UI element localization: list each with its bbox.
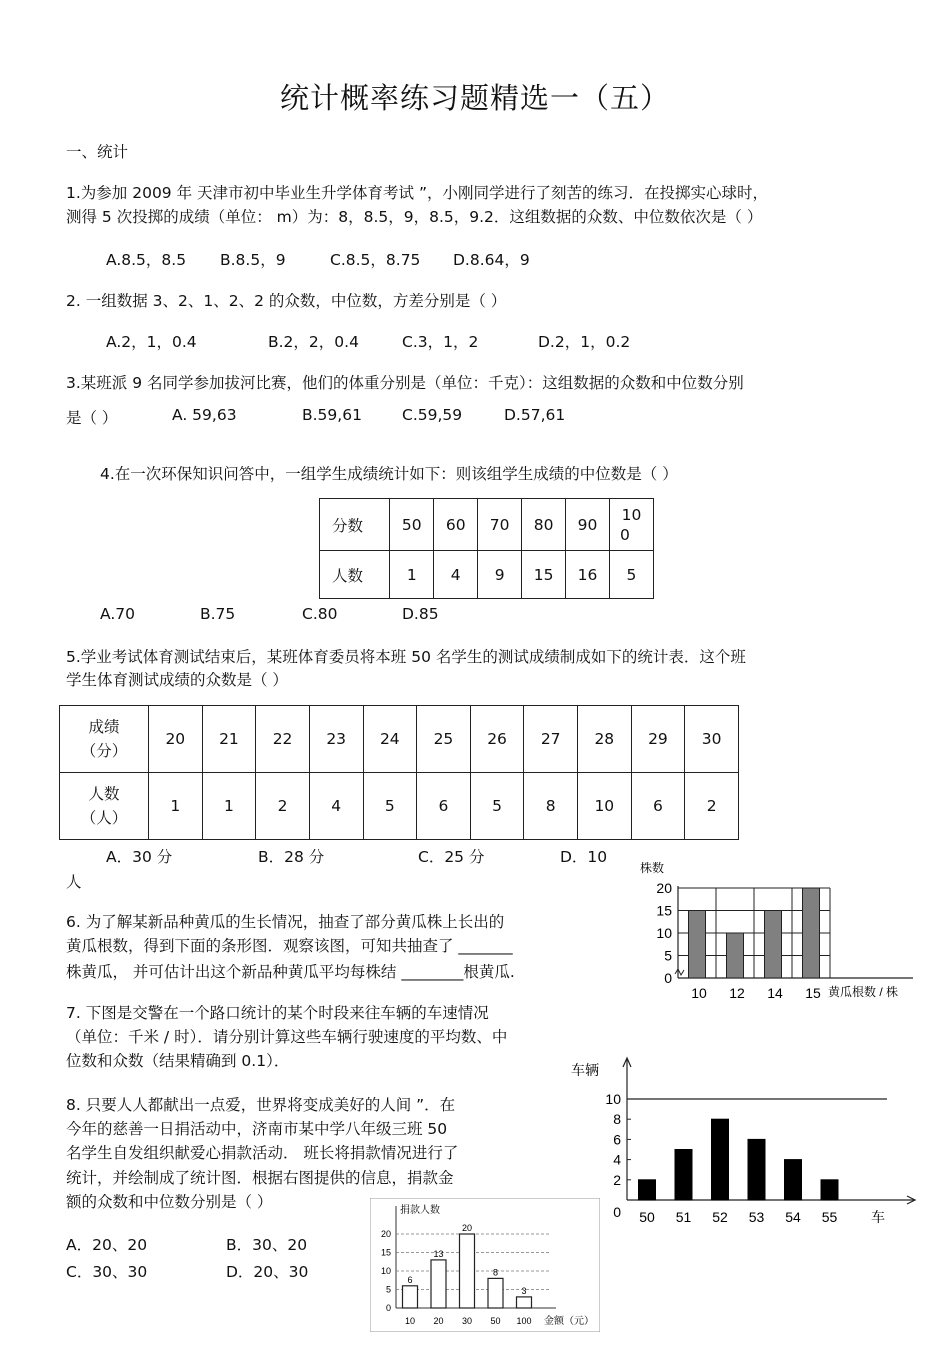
y-tick-label: 20 (656, 880, 672, 896)
x-tick-label: 14 (767, 985, 783, 1001)
q6-line2: 黄瓜根数，得到下面的条形图．观察该图，可知共抽查了 _______ (66, 937, 513, 955)
q5-count-cell: 6 (631, 773, 685, 840)
chart-frame (370, 1198, 600, 1332)
q5-header-count (60, 773, 149, 840)
q5-score-cell: 27 (524, 706, 578, 773)
q4-count-cell: 16 (566, 551, 610, 599)
q8-option-b: B．30、20 (226, 1236, 308, 1254)
q4-score-100-part1: 10 (621, 505, 642, 524)
bar (712, 1119, 729, 1200)
q5-score-cell: 28 (578, 706, 632, 773)
q5-count-cell: 1 (149, 773, 203, 840)
x-tick-label: 100 (516, 1316, 532, 1326)
q2-option-a: A.2，1，0.4 (106, 333, 197, 351)
q5-option-c: C．25 分 (418, 848, 485, 866)
bar (460, 1234, 475, 1308)
q5-score-cell: 20 (149, 706, 203, 773)
x-axis-title: 车 (871, 1209, 885, 1225)
q1-line1: 1.为参加 2009 年 天津市初中毕业生升学体育考试 ”，小刚同学进行了刻苦的练习．在投掷实心球时， (66, 184, 768, 202)
y-tick-label: 10 (380, 1266, 391, 1276)
q5-option-d: D．10 (560, 848, 608, 866)
q5-count-cell: 2 (685, 773, 739, 840)
bar (639, 1180, 656, 1200)
x-axis-title: 黄瓜根数 / 株 (828, 985, 899, 999)
q4-count-cell: 9 (478, 551, 522, 599)
x-tick-label: 50 (490, 1316, 501, 1326)
q4-score-cell-100 (609, 499, 653, 551)
y-tick-label: 4 (613, 1151, 621, 1168)
section-heading: 一、统计 (66, 143, 129, 161)
q2-option-c: C.3，1，2 (402, 333, 479, 351)
q4-option-c: C.80 (302, 605, 338, 623)
q5-header-count-label: 人数 (88, 785, 120, 803)
q4-count-cell: 1 (390, 551, 434, 599)
data-label: 8 (492, 1267, 499, 1278)
q4-score-cell: 50 (390, 499, 434, 551)
y-tick-label: 5 (385, 1284, 391, 1295)
x-tick-label: 12 (729, 985, 745, 1001)
q1-option-b: B.8.5，9 (220, 251, 286, 269)
bar (765, 911, 782, 979)
bar (517, 1297, 532, 1308)
data-label: 20 (461, 1223, 473, 1233)
q5-count-cell: 4 (309, 773, 363, 840)
q5-header-score (60, 706, 149, 773)
x-tick-label: 54 (785, 1209, 801, 1225)
q5-score-cell: 23 (309, 706, 363, 773)
y-tick-label: 2 (613, 1171, 621, 1188)
x-tick-label: 20 (433, 1316, 444, 1326)
q2-option-d: D.2，1，0.2 (538, 333, 631, 351)
x-tick-label: 55 (821, 1209, 838, 1225)
q4-count-cell: 15 (522, 551, 566, 599)
q1-option-a: A.8.5，8.5 (106, 251, 187, 269)
q4-count-cell: 5 (609, 551, 653, 599)
q8-line4: 统计，并绘制成了统计图．根据右图提供的信息，捐款金 (66, 1169, 454, 1187)
q4-score-table (319, 498, 654, 599)
q5-count-cell: 2 (256, 773, 310, 840)
q1-option-d: D.8.64，9 (453, 251, 530, 269)
q8-line1: 8. 只要人人都献出一点爱，世界将变成美好的人间 ”．在 (66, 1096, 456, 1114)
q5-score-cell: 24 (363, 706, 417, 773)
x-axis-title: 金额（元） (544, 1316, 594, 1327)
q3-option-c: C.59,59 (402, 406, 463, 424)
x-tick-label: 51 (675, 1209, 692, 1225)
q5-score-cell: 21 (202, 706, 256, 773)
axis-break-mark (675, 969, 684, 975)
q4-option-a: A.70 (100, 605, 135, 623)
q5-option-b: B．28 分 (258, 848, 325, 866)
y-tick-label: 0 (385, 1303, 391, 1313)
q2-text: 2. 一组数据 3、2、1、2、2 的众数，中位数，方差分别是（ ） (66, 292, 507, 310)
x-tick-label: 10 (691, 985, 707, 1001)
q5-score-cell: 29 (631, 706, 685, 773)
q7-line2: （单位：千米 / 时）．请分别计算这些车辆行驶速度的平均数、中 (66, 1028, 508, 1046)
q5-count-cell: 5 (470, 773, 524, 840)
q5-header-score-label: 成绩 (88, 718, 120, 736)
bar (748, 1139, 765, 1200)
q4-option-d: D.85 (402, 605, 439, 623)
q5-line1: 5.学业考试体育测试结束后，某班体育委员将本班 50 名学生的测试成绩制成如下的统计表．这个班 (66, 648, 746, 666)
y-tick-label: 0 (664, 970, 672, 986)
q5-line2: 学生体育测试成绩的众数是（ ） (66, 671, 288, 689)
q3-line2: 是（ ） (66, 409, 118, 427)
y-tick-label: 20 (380, 1229, 391, 1239)
q4-score-cell: 70 (478, 499, 522, 551)
data-label: 13 (433, 1248, 444, 1259)
q1-line2: 测得 5 次投掷的成绩（单位： m）为：8，8.5，9，8.5，9.2．这组数据的众数、中位数依次是（ ） (66, 208, 763, 226)
vehicle-speed-bar-chart (565, 1055, 920, 1235)
bar (689, 911, 706, 979)
q7-line3: 位数和众数（结果精确到 0.1）． (66, 1052, 290, 1070)
q8-line3: 名学生自发组织献爱心捐款活动． 班长将捐款情况进行了 (66, 1144, 459, 1162)
q3-line1: 3.某班派 9 名同学参加拔河比赛，他们的体重分别是（单位：千克）：这组数据的众数和中位数分别 (66, 374, 744, 392)
q5-score-cell: 26 (470, 706, 524, 773)
bar (727, 933, 744, 978)
y-tick-label: 15 (380, 1247, 391, 1258)
q5-count-cell: 5 (363, 773, 417, 840)
bar (431, 1260, 446, 1308)
y-tick-label: 8 (613, 1111, 621, 1128)
q8-line5: 额的众数和中位数分别是（ ） (66, 1193, 273, 1211)
y-tick-label: 15 (656, 902, 672, 919)
bar (803, 888, 820, 978)
bar (675, 1150, 692, 1201)
q8-option-a: A．20、20 (66, 1236, 148, 1254)
y-tick-label: 5 (664, 947, 672, 964)
q5-option-d-tail: 人 (66, 873, 82, 891)
x-tick-label: 50 (639, 1209, 655, 1225)
q3-option-b: B.59,61 (302, 406, 362, 424)
q4-count-cell: 4 (434, 551, 478, 599)
q5-score-table (59, 705, 739, 840)
page-title: 统计概率练习题精选一（五） (279, 81, 670, 115)
q7-line1: 7. 下图是交警在一个路口统计的某个时段来往车辆的车速情况 (66, 1004, 489, 1022)
q5-score-cell: 25 (417, 706, 471, 773)
q3-option-a: A. 59,63 (172, 406, 237, 424)
q4-score-cell: 60 (434, 499, 478, 551)
data-label: 6 (407, 1274, 413, 1285)
q5-count-cell: 10 (578, 773, 632, 840)
q4-score-cell: 90 (566, 499, 610, 551)
y-tick-label: 10 (605, 1091, 621, 1107)
donation-bar-chart (370, 1198, 600, 1332)
y-axis-title: 株数 (640, 861, 665, 875)
y-axis-title: 捐款人数 (400, 1205, 440, 1216)
bar (488, 1278, 503, 1308)
q8-option-c: C．30、30 (66, 1263, 148, 1281)
x-tick-label: 10 (404, 1316, 416, 1326)
x-tick-label: 52 (712, 1209, 728, 1225)
q2-option-b: B.2，2，0.4 (268, 333, 359, 351)
q4-row1-label: 分数 (320, 499, 390, 551)
y-axis-title: 车辆 (571, 1062, 599, 1078)
q5-count-cell: 8 (524, 773, 578, 840)
bar (821, 1180, 838, 1200)
x-tick-label: 53 (748, 1209, 765, 1225)
bar (785, 1160, 802, 1200)
q5-header-count-unit: （人） (80, 809, 128, 827)
x-tick-label: 15 (805, 985, 821, 1001)
q5-score-cell: 30 (685, 706, 739, 773)
q5-count-cell: 6 (417, 773, 471, 840)
q5-header-score-unit: （分） (80, 742, 128, 760)
cucumber-bar-chart (630, 858, 915, 1006)
q5-option-a: A．30 分 (106, 848, 173, 866)
data-label: 3 (521, 1285, 527, 1296)
y-tick-label: 6 (613, 1131, 621, 1148)
q4-score-100-part2: 0 (619, 525, 630, 544)
q3-option-d: D.57,61 (504, 406, 566, 424)
bar (403, 1286, 418, 1308)
q4-score-cell: 80 (522, 499, 566, 551)
q5-score-cell: 22 (256, 706, 310, 773)
q4-text: 4.在一次环保知识问答中，一组学生成绩统计如下：则该组学生成绩的中位数是（ ） (100, 465, 678, 483)
y-tick-label: 10 (656, 925, 672, 941)
q8-option-d: D．20、30 (226, 1263, 309, 1281)
q6-line1: 6. 为了解某新品种黄瓜的生长情况，抽查了部分黄瓜株上长出的 (66, 913, 505, 931)
q5-count-cell: 1 (202, 773, 256, 840)
q8-line2: 今年的慈善一日捐活动中，济南市某中学八年级三班 50 (66, 1120, 448, 1138)
q4-option-b: B.75 (200, 605, 236, 623)
y-tick-label: 0 (613, 1204, 621, 1220)
x-tick-label: 30 (461, 1316, 473, 1326)
q4-row2-label: 人数 (320, 551, 390, 599)
q1-option-c: C.8.5，8.75 (330, 251, 421, 269)
q6-line3: 株黄瓜， 并可估计出这个新品种黄瓜平均每株结 ________根黄瓜. (66, 963, 515, 981)
